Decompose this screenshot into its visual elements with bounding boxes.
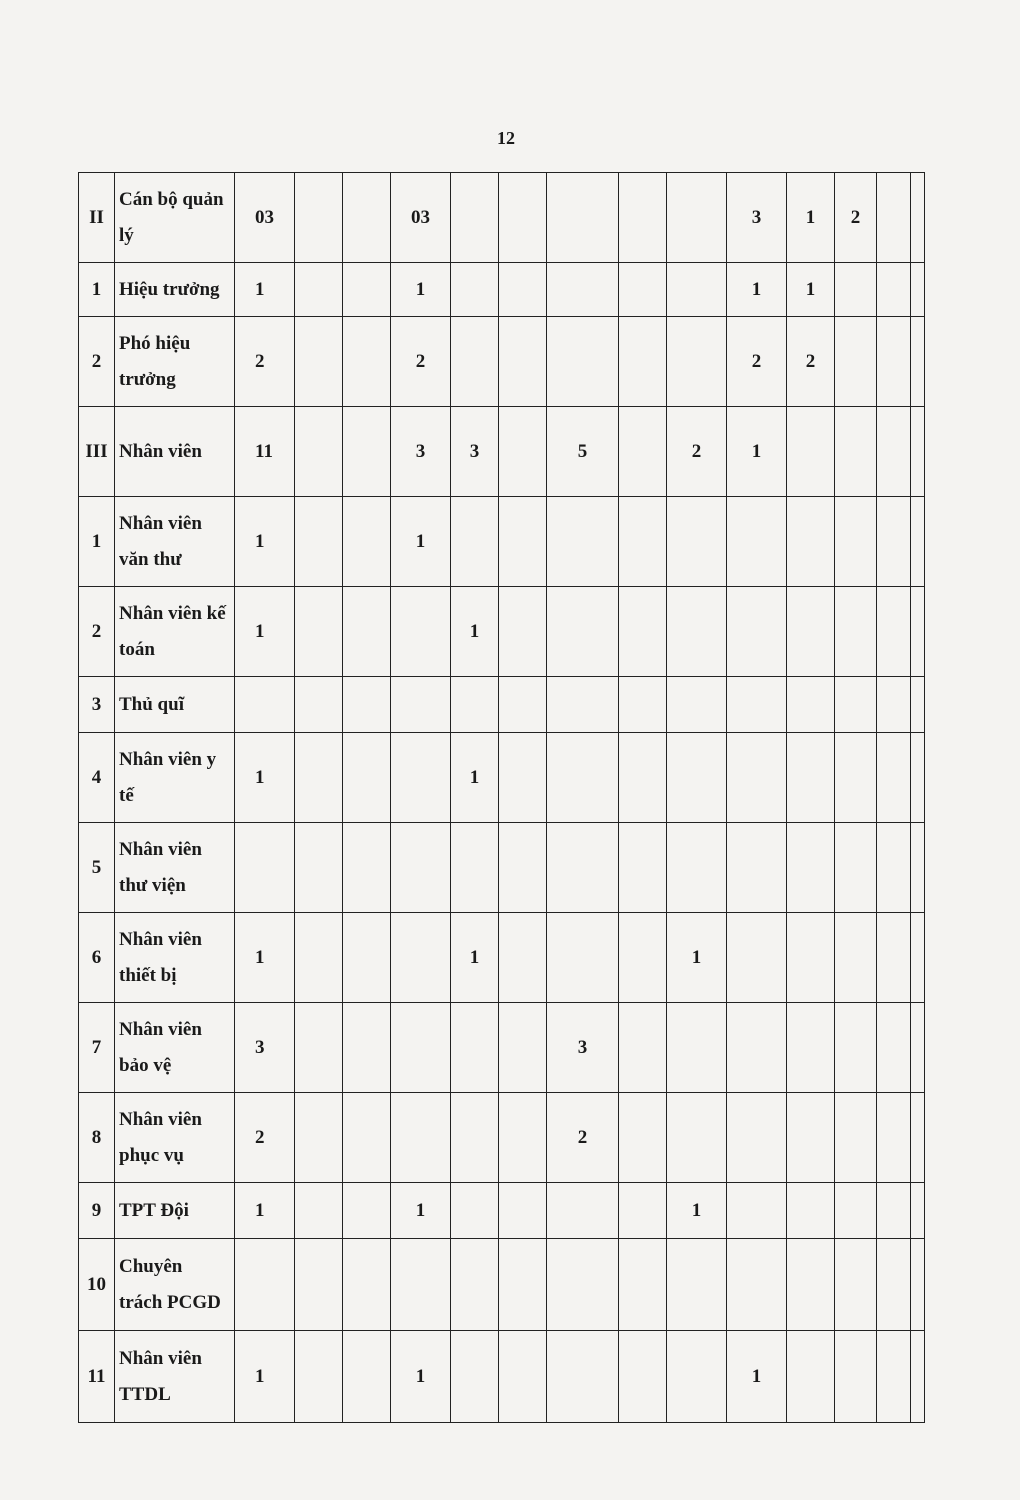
table-cell — [343, 677, 391, 733]
table-cell: 1 — [787, 263, 835, 317]
table-row — [79, 823, 925, 913]
table-cell — [787, 1093, 835, 1183]
row-label: Nhân viên — [115, 407, 235, 497]
table-cell — [547, 1239, 619, 1331]
row-index: 7 — [79, 1003, 115, 1093]
table-cell — [835, 1003, 877, 1093]
table-row — [79, 1183, 925, 1239]
table-cell: 1 — [235, 913, 295, 1003]
table-cell — [391, 823, 451, 913]
table-cell — [547, 497, 619, 587]
table-cell — [619, 913, 667, 1003]
table-cell — [499, 1183, 547, 1239]
table-cell — [343, 263, 391, 317]
table-cell — [547, 733, 619, 823]
table-cell — [787, 1331, 835, 1423]
table-cell — [295, 173, 343, 263]
table-cell: 1 — [391, 1331, 451, 1423]
table-cell — [451, 173, 499, 263]
row-index: 10 — [79, 1239, 115, 1331]
table-cell — [343, 1003, 391, 1093]
table-cell: 1 — [391, 1183, 451, 1239]
table-cell — [787, 677, 835, 733]
row-label: Nhân viên y tế — [115, 733, 235, 823]
table-cell — [835, 677, 877, 733]
row-index: III — [79, 407, 115, 497]
table-cell — [787, 733, 835, 823]
table-cell — [343, 173, 391, 263]
page-number: 12 — [497, 128, 515, 148]
table-cell — [727, 497, 787, 587]
table-cell — [911, 263, 925, 317]
row-label: Thủ quĩ — [115, 677, 235, 733]
table-cell — [295, 497, 343, 587]
table-cell — [667, 1093, 727, 1183]
table-row — [79, 407, 925, 497]
table-cell — [727, 913, 787, 1003]
table-row — [79, 733, 925, 823]
table-cell: 3 — [727, 173, 787, 263]
table-cell: 11 — [235, 407, 295, 497]
table-cell — [877, 317, 911, 407]
table-cell — [727, 1183, 787, 1239]
table-cell — [835, 913, 877, 1003]
table-cell — [877, 1331, 911, 1423]
table-cell — [499, 913, 547, 1003]
table-cell: 1 — [235, 1183, 295, 1239]
table-cell — [667, 733, 727, 823]
table-cell — [911, 497, 925, 587]
row-index: 8 — [79, 1093, 115, 1183]
row-label: Hiệu trưởng — [115, 263, 235, 317]
table-row — [79, 1239, 925, 1331]
table-cell: 1 — [727, 407, 787, 497]
row-label: Chuyên trách PCGD — [115, 1239, 235, 1331]
table-cell: 1 — [391, 497, 451, 587]
table-cell: 2 — [547, 1093, 619, 1183]
table-cell: 2 — [787, 317, 835, 407]
table-cell — [619, 263, 667, 317]
table-cell — [547, 823, 619, 913]
table-cell — [667, 173, 727, 263]
table-cell — [295, 677, 343, 733]
table-cell: 1 — [727, 1331, 787, 1423]
table-cell — [343, 913, 391, 1003]
row-label: Nhân viên kế toán — [115, 587, 235, 677]
table-cell: 1 — [727, 263, 787, 317]
table-cell — [727, 1003, 787, 1093]
table-cell — [547, 913, 619, 1003]
table-cell — [835, 263, 877, 317]
table-cell — [787, 407, 835, 497]
table-cell: 1 — [235, 1331, 295, 1423]
table-cell — [391, 1239, 451, 1331]
table-cell — [667, 1239, 727, 1331]
table-cell — [877, 733, 911, 823]
table-cell — [911, 1331, 925, 1423]
table-cell — [835, 1239, 877, 1331]
row-index: 9 — [79, 1183, 115, 1239]
table-cell — [877, 173, 911, 263]
table-cell: 1 — [391, 263, 451, 317]
table-cell — [499, 317, 547, 407]
table-row — [79, 1093, 925, 1183]
table-cell — [391, 733, 451, 823]
table-cell — [667, 497, 727, 587]
table-row — [79, 173, 925, 263]
table-cell — [499, 173, 547, 263]
table-cell — [499, 587, 547, 677]
table-cell — [835, 733, 877, 823]
table-cell — [911, 733, 925, 823]
table-cell — [499, 497, 547, 587]
table-cell: 1 — [451, 587, 499, 677]
table-cell — [835, 823, 877, 913]
table-cell — [877, 677, 911, 733]
table-row — [79, 263, 925, 317]
table-cell — [343, 317, 391, 407]
table-cell: 1 — [235, 733, 295, 823]
table-cell — [499, 1093, 547, 1183]
table-cell — [877, 263, 911, 317]
table-cell — [295, 1093, 343, 1183]
table-cell — [235, 677, 295, 733]
table-cell: 5 — [547, 407, 619, 497]
table-cell — [911, 1239, 925, 1331]
table-cell — [787, 913, 835, 1003]
table-cell — [547, 677, 619, 733]
table-cell — [343, 823, 391, 913]
table-cell — [911, 587, 925, 677]
table-cell — [451, 1183, 499, 1239]
table-cell — [391, 913, 451, 1003]
table-cell — [391, 677, 451, 733]
table-cell — [391, 587, 451, 677]
table-cell — [343, 1331, 391, 1423]
table-cell — [343, 733, 391, 823]
table-cell — [343, 497, 391, 587]
table-cell — [451, 1239, 499, 1331]
table-cell — [619, 1093, 667, 1183]
table-cell — [727, 1239, 787, 1331]
table-cell — [619, 1183, 667, 1239]
row-label: TPT Đội — [115, 1183, 235, 1239]
table-cell — [451, 497, 499, 587]
table-cell: 1 — [451, 913, 499, 1003]
row-index: 1 — [79, 497, 115, 587]
table-cell — [499, 733, 547, 823]
row-index: 1 — [79, 263, 115, 317]
table-cell: 2 — [667, 407, 727, 497]
table-cell — [499, 823, 547, 913]
table-cell: 2 — [235, 1093, 295, 1183]
table-cell: 1 — [667, 1183, 727, 1239]
table-cell — [451, 317, 499, 407]
table-cell — [787, 1239, 835, 1331]
table-cell — [295, 1183, 343, 1239]
table-cell — [619, 1003, 667, 1093]
table-cell — [877, 1239, 911, 1331]
table-cell — [295, 1331, 343, 1423]
row-index: 4 — [79, 733, 115, 823]
table-cell — [343, 407, 391, 497]
table-cell — [391, 1003, 451, 1093]
table-cell — [451, 263, 499, 317]
table-cell — [619, 733, 667, 823]
table-cell — [877, 1003, 911, 1093]
row-index: 3 — [79, 677, 115, 733]
row-label: Phó hiệu trưởng — [115, 317, 235, 407]
table-cell — [619, 317, 667, 407]
table-cell: 3 — [547, 1003, 619, 1093]
table-cell — [547, 317, 619, 407]
table-cell: 2 — [235, 317, 295, 407]
table-cell — [667, 1003, 727, 1093]
table-cell — [667, 317, 727, 407]
table-cell — [619, 173, 667, 263]
table-cell — [619, 1239, 667, 1331]
table-cell — [911, 1003, 925, 1093]
table-cell: 1 — [235, 587, 295, 677]
table-cell: 1 — [787, 173, 835, 263]
row-index: 6 — [79, 913, 115, 1003]
table-cell — [343, 587, 391, 677]
row-index: 5 — [79, 823, 115, 913]
table-cell: 3 — [451, 407, 499, 497]
row-label: Cán bộ quản lý — [115, 173, 235, 263]
row-index: 11 — [79, 1331, 115, 1423]
table-cell — [727, 1093, 787, 1183]
table-cell — [911, 913, 925, 1003]
table-cell — [911, 173, 925, 263]
row-label: Nhân viên phục vụ — [115, 1093, 235, 1183]
table-cell — [911, 823, 925, 913]
table-cell: 2 — [727, 317, 787, 407]
table-cell — [619, 587, 667, 677]
table-cell: 2 — [835, 173, 877, 263]
table-cell — [295, 823, 343, 913]
table-cell — [295, 587, 343, 677]
table-cell — [667, 1331, 727, 1423]
table-cell — [727, 823, 787, 913]
table-cell: 3 — [235, 1003, 295, 1093]
table-cell — [343, 1239, 391, 1331]
table-cell — [343, 1093, 391, 1183]
table-cell — [295, 913, 343, 1003]
table-cell: 03 — [235, 173, 295, 263]
table-cell — [295, 263, 343, 317]
table-cell — [451, 1093, 499, 1183]
table-cell — [877, 1093, 911, 1183]
staff-table — [78, 172, 925, 1423]
table-cell — [547, 587, 619, 677]
table-cell — [835, 1331, 877, 1423]
table-cell — [499, 407, 547, 497]
table-cell — [295, 1003, 343, 1093]
table-cell — [835, 1183, 877, 1239]
table-cell — [235, 1239, 295, 1331]
table-row — [79, 1331, 925, 1423]
table-cell — [911, 407, 925, 497]
table-cell: 1 — [667, 913, 727, 1003]
row-index: II — [79, 173, 115, 263]
table-cell — [877, 913, 911, 1003]
table-cell — [787, 587, 835, 677]
table-cell — [547, 173, 619, 263]
table-cell — [391, 1093, 451, 1183]
table-cell — [835, 1093, 877, 1183]
table-cell — [787, 1183, 835, 1239]
table-cell — [295, 1239, 343, 1331]
table-row — [79, 677, 925, 733]
table-row — [79, 1003, 925, 1093]
table-cell — [451, 1003, 499, 1093]
table-cell — [499, 1331, 547, 1423]
table-cell — [451, 677, 499, 733]
table-cell — [727, 733, 787, 823]
table-row — [79, 497, 925, 587]
row-label: Nhân viên bảo vệ — [115, 1003, 235, 1093]
table-cell — [727, 587, 787, 677]
table-cell — [295, 407, 343, 497]
table-row — [79, 587, 925, 677]
table-cell — [451, 1331, 499, 1423]
table-cell — [235, 823, 295, 913]
table-cell — [343, 1183, 391, 1239]
table-cell — [667, 587, 727, 677]
table-cell — [911, 1093, 925, 1183]
table-cell — [877, 823, 911, 913]
table-cell — [547, 1183, 619, 1239]
table-cell — [499, 1239, 547, 1331]
table-cell — [835, 497, 877, 587]
row-label: Nhân viên TTDL — [115, 1331, 235, 1423]
table-cell — [835, 587, 877, 677]
table-cell — [667, 823, 727, 913]
table-cell — [547, 1331, 619, 1423]
row-index: 2 — [79, 587, 115, 677]
table-cell: 03 — [391, 173, 451, 263]
table-cell: 1 — [235, 263, 295, 317]
table-cell — [787, 497, 835, 587]
table-cell — [877, 587, 911, 677]
table-row — [79, 913, 925, 1003]
table-cell — [667, 677, 727, 733]
table-cell: 1 — [235, 497, 295, 587]
table-cell — [499, 677, 547, 733]
table-cell — [619, 497, 667, 587]
row-label: Nhân viên văn thư — [115, 497, 235, 587]
table-cell — [727, 677, 787, 733]
table-cell — [911, 677, 925, 733]
table-cell — [547, 263, 619, 317]
table-cell — [619, 677, 667, 733]
row-label: Nhân viên thư viện — [115, 823, 235, 913]
table-cell — [667, 263, 727, 317]
table-cell: 1 — [451, 733, 499, 823]
table-cell — [877, 1183, 911, 1239]
row-label: Nhân viên thiết bị — [115, 913, 235, 1003]
table-cell — [787, 1003, 835, 1093]
table-cell — [295, 317, 343, 407]
table-cell: 2 — [391, 317, 451, 407]
table-cell — [787, 823, 835, 913]
table-cell — [619, 823, 667, 913]
table-row — [79, 317, 925, 407]
table-cell — [911, 1183, 925, 1239]
table-cell — [619, 407, 667, 497]
table-cell — [835, 407, 877, 497]
table-cell: 3 — [391, 407, 451, 497]
table-cell — [911, 317, 925, 407]
table-cell — [295, 733, 343, 823]
row-index: 2 — [79, 317, 115, 407]
table-cell — [499, 263, 547, 317]
table-cell — [619, 1331, 667, 1423]
table-cell — [835, 317, 877, 407]
table-cell — [451, 823, 499, 913]
table-cell — [499, 1003, 547, 1093]
table-cell — [877, 407, 911, 497]
table-cell — [877, 497, 911, 587]
